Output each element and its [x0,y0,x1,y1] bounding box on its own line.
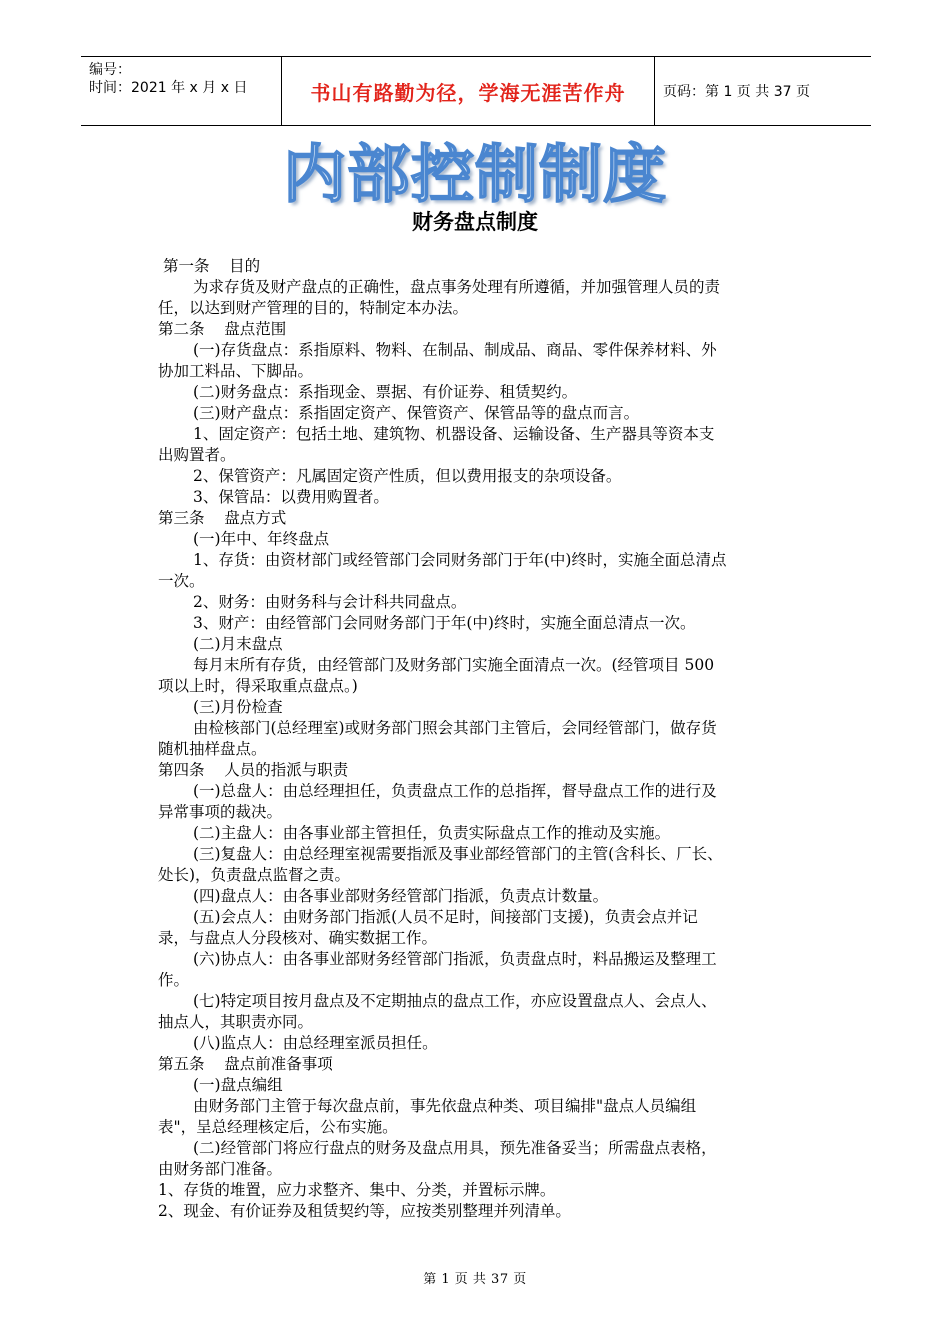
body-line: (二)主盘人：由各事业部主管担任，负责实际盘点工作的推动及实施。 [193,824,671,842]
header-motto: 书山有路勤为径，学海无涯苦作舟 [310,80,626,105]
body-line: 第五条 盘点前准备事项 [158,1055,333,1073]
body-line: 3、保管品：以费用购置者。 [193,488,389,506]
body-line: 异常事项的裁决。 [158,803,283,821]
document-number-label: 编号： [89,62,131,78]
body-line: (一)盘点编组 [193,1076,283,1094]
body-line: (三)财产盘点：系指固定资产、保管资产、保管品等的盘点而言。 [193,404,640,422]
body-line: (八)监点人：由总经理室派员担任。 [193,1034,438,1052]
body-line: 3、财产：由经管部门会同财务部门于年(中)终时，实施全面总清点一次。 [193,614,696,632]
body-line: 协加工料品、下脚品。 [158,362,314,380]
body-line: (二)财务盘点：系指现金、票据、有价证券、租赁契约。 [193,383,578,401]
body-line: 作。 [158,971,190,989]
document-title: 内部控制制度 [283,138,667,211]
body-line: 1、存货：由资材部门或经管部门会同财务部门于年(中)终时，实施全面总清点 [193,551,727,569]
body-line: 1、存货的堆置，应力求整齐、集中、分类，并置标示牌。 [158,1181,556,1199]
page-footer: 第 1 页 共 37 页 [423,1272,527,1287]
body-line: 第二条 盘点范围 [158,320,287,338]
header-page-info: 页码：第 1 页 共 37 页 [663,84,810,100]
body-line: (一)年中、年终盘点 [193,530,330,548]
body-line: 出购置者。 [158,446,236,464]
body-line: (一)总盘人：由总经理担任，负责盘点工作的总指挥，督导盘点工作的进行及 [193,782,717,800]
body-line: 2、保管资产：凡属固定资产性质，但以费用报支的杂项设备。 [193,467,622,485]
body-line: 处长)，负责盘点监督之责。 [158,866,351,884]
body-line: (三)复盘人：由总经理室视需要指派及事业部经管部门的主管(含科长、厂长、 [193,845,723,863]
document-body [158,256,798,1222]
body-line: 由财务部门准备。 [158,1160,283,1178]
body-line: (三)月份检查 [193,698,283,716]
page-header [81,56,871,126]
document-subtitle: 财务盘点制度 [412,210,538,234]
body-line: 随机抽样盘点。 [158,740,267,758]
body-line: (四)盘点人：由各事业部财务经管部门指派，负责点计数量。 [193,887,609,905]
body-line: 录，与盘点人分段核对、确实数据工作。 [158,929,438,947]
body-line: 为求存货及财产盘点的正确性，盘点事务处理有所遵循，并加强管理人员的责 [193,278,721,296]
body-line: 每月末所有存货，由经管部门及财务部门实施全面清点一次。(经管项目 500 [193,656,715,674]
body-line: 任，以达到财产管理的目的，特制定本办法。 [158,299,469,317]
body-line: 1、固定资产：包括土地、建筑物、机器设备、运输设备、生产器具等资本支 [193,425,715,443]
body-line: (二)月末盘点 [193,635,283,653]
body-line: 第一条 目的 [158,257,261,275]
body-line: 第四条 人员的指派与职责 [158,761,349,779]
body-line: (一)存货盘点：系指原料、物料、在制品、制成品、商品、零件保养材料、外 [193,341,717,359]
body-line: 2、现金、有价证券及租赁契约等，应按类别整理并列清单。 [158,1202,571,1220]
body-line: 抽点人，其职责亦同。 [158,1013,314,1031]
body-line: (五)会点人：由财务部门指派(人员不足时，间接部门支援)，负责会点并记 [193,908,698,926]
body-line: (六)协点人：由各事业部财务经管部门指派，负责盘点时，料品搬运及整理工 [193,950,717,968]
body-line: 一次。 [158,572,205,590]
body-line: 2、财务：由财务科与会计科共同盘点。 [193,593,467,611]
body-line: 由检核部门(总经理室)或财务部门照会其部门主管后，会同经管部门，做存货 [193,719,717,737]
body-line: (二)经管部门将应行盘点的财务及盘点用具，预先准备妥当；所需盘点表格， [193,1139,717,1157]
body-line: (七)特定项目按月盘点及不定期抽点的盘点工作，亦应设置盘点人、会点人、 [193,992,717,1010]
document-time: 时间：2021 年 x 月 x 日 [89,80,248,96]
body-line: 项以上时，得采取重点盘点。) [158,677,358,695]
header-meta [89,61,285,97]
header-divider [654,57,655,125]
body-line: 由财务部门主管于每次盘点前，事先依盘点种类、项目编排"盘点人员编组 [193,1097,697,1115]
body-line: 第三条 盘点方式 [158,509,287,527]
body-line: 表"，呈总经理核定后，公布实施。 [158,1118,398,1136]
